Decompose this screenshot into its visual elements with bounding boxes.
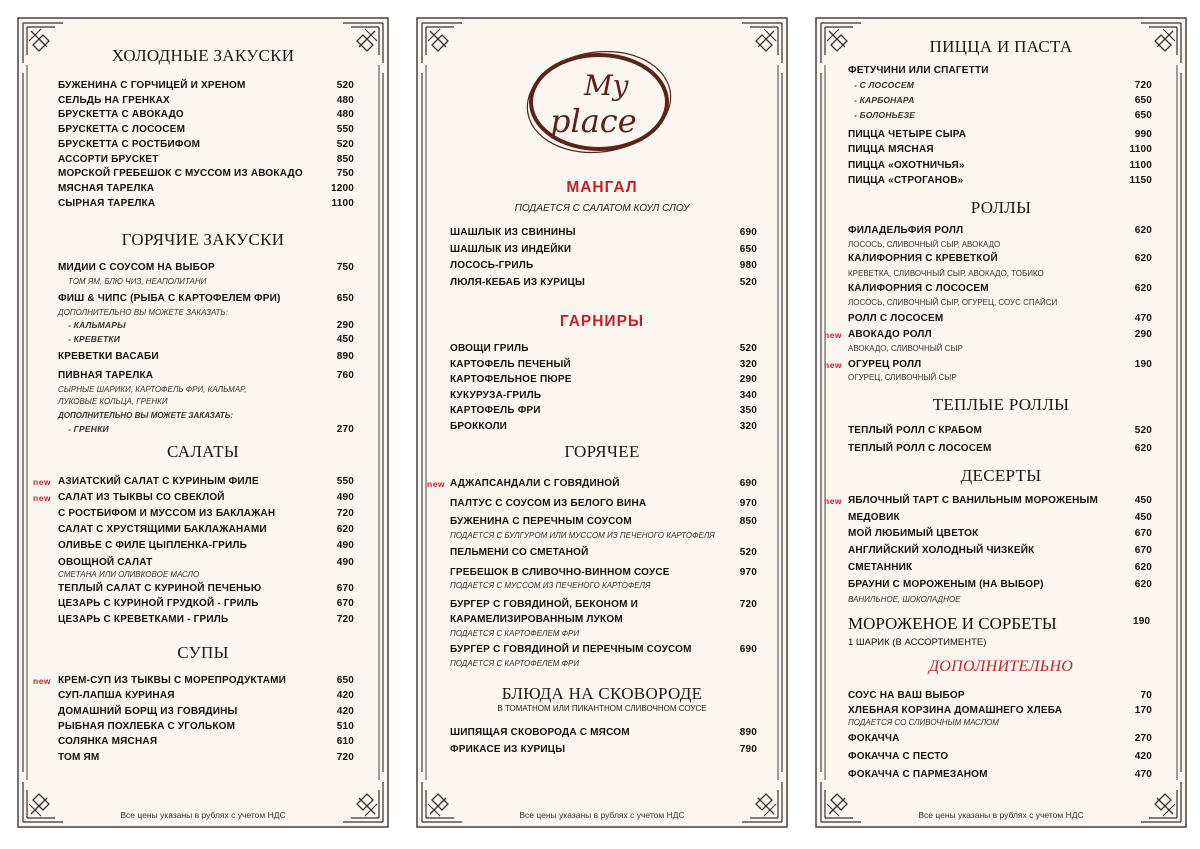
item-note: ПОДАЕТСЯ С КАРТОФЕЛЕМ ФРИ <box>450 629 580 638</box>
section-subtitle: ПОДАЕТСЯ С САЛАТОМ КОУЛ СЛОУ <box>514 203 690 214</box>
footer-note: Все цены указаны в рублях с учетом НДС <box>519 810 685 820</box>
footer-note: Все цены указаны в рублях с учетом НДС <box>120 810 286 820</box>
section-title-cold: ХОЛОДНЫЕ ЗАКУСКИ <box>111 46 295 65</box>
item-note: КРЕВЕТКА, СЛИВОЧНЫЙ СЫР, АВОКАДО, ТОБИКО <box>848 269 1044 278</box>
item-note: ДОПОЛНИТЕЛЬНО ВЫ МОЖЕТЕ ЗАКАЗАТЬ: <box>58 411 234 420</box>
menu-item: ФЕТУЧИНИ ИЛИ СПАГЕТТИ <box>848 65 989 76</box>
new-badge: new <box>824 330 843 340</box>
menu-sub-item: - ГРЕНКИ 270 <box>68 424 354 435</box>
section-title-rolls: РОЛЛЫ <box>970 198 1032 217</box>
section-title-sides: ГАРНИРЫ <box>559 313 645 330</box>
new-badge: new <box>824 360 843 370</box>
footer-note: Все цены указаны в рублях с учетом НДС <box>918 810 1084 820</box>
new-badge: new <box>33 477 52 487</box>
section-title-soups: СУПЫ <box>177 643 229 662</box>
svg-text:My: My <box>584 69 629 102</box>
section-title-icecream: МОРОЖЕНОЕ И СОРБЕТЫ <box>848 614 1057 633</box>
menu-panel-right: ПИЦЦА И ПАСТА ФЕТУЧИНИ ИЛИ СПАГЕТТИ - С ЛОСОСЕМ 720 - КАРБОНАРА 650 - БОЛОНЬЕЗЕ 650 ПИЦЦА ЧЕТЫРЕ СЫРА 990 ПИЦЦА МЯСНАЯ 1100 ПИЦЦА «ОХОТНИЧЬЯ» 1100 ПИЦЦА «СТРОГАНОВ» 1150 РОЛЛЫ ФИЛАДЕЛЬФИЯ РОЛЛ 620 ЛОСОСЬ, СЛИВОЧНЫЙ СЫР, АВОКАДО КАЛИФОРНИЯ С КРЕВЕТКОЙ 620 КРЕВЕТКА, СЛИВОЧНЫЙ СЫР, АВОКАДО, ТОБИКО КАЛИФОРНИЯ С ЛОСОСЕМ 620 ЛОСОСЬ, СЛИВОЧНЫЙ СЫР, ОГУРЕЦ, СОУС СПАЙСИ РОЛЛ С ЛОСОСЕМ 470 new АВОКАДО РОЛЛ 290 АВОКАДО, СЛИВОЧНЫЙ СЫР new ОГУРЕЦ РОЛЛ 190 ОГУРЕЦ, СЛИВОЧНЫЙ СЫР ТЕПЛЫЕ РОЛЛЫ ТЕПЛЫЙ РОЛЛ С КРАБОМ 520 ТЕПЛЫЙ РОЛЛ С ЛОСОСЕМ 620 ДЕСЕРТЫ ЯБЛОЧНЫЙ ТАРТ С ВАНИЛЬНЫМ МОРОЖЕНЫМ 450 new МЕДОВИК 450 МОЙ ЛЮБИМЫЙ ЦВЕТОК 670 АНГЛИЙСКИЙ ХОЛОДНЫЙ ЧИЗКЕЙК 670 СМЕТАННИК 620 БРАУНИ С МОРОЖЕНЫМ (НА ВЫБОР) 620 ВАНИЛЬНОЕ, ШОКОЛАДНОЕ МОРОЖЕНОЕ И СОРБЕТЫ 190 1 ШАРИК (В АССОРТИМЕНТЕ) ДОПОЛНИТЕЛЬНО СОУС НА ВАШ ВЫБОР 70 ХЛЕБНАЯ КОРЗИНА ДОМАШНЕГО ХЛЕБА 170 ПОДАЕТСЯ СО СЛИВОЧНЫМ МАСЛОМ ФОКАЧЧА 270 ФОКАЧЧА С ПЕСТО 420 ФОКАЧЧА С ПАРМЕЗАНОМ 470 Все цены указаны в рублях с учетом НДС <box>815 17 1187 828</box>
section-title-pan-dishes: БЛЮДА НА СКОВОРОДЕ <box>501 684 703 703</box>
item-note: ЛОСОСЬ, СЛИВОЧНЫЙ СЫР, АВОКАДО <box>848 240 1001 249</box>
item-note: ДОПОЛНИТЕЛЬНО ВЫ МОЖЕТЕ ЗАКАЗАТЬ: <box>58 308 228 317</box>
item-note: ТОМ ЯМ, БЛЮ ЧИЗ, НЕАПОЛИТАНИ <box>68 277 207 286</box>
new-badge: new <box>427 479 446 489</box>
svg-text:place: place <box>550 102 637 140</box>
section-title-desserts: ДЕСЕРТЫ <box>960 466 1042 485</box>
section-subtitle: В ТОМАТНОМ ИЛИ ПИКАНТНОМ СЛИВОЧНОМ СОУСЕ <box>497 704 707 713</box>
my-place-logo <box>524 47 674 157</box>
item-note: 1 ШАРИК (В АССОРТИМЕНТЕ) <box>848 637 987 648</box>
menu-panel-left: ХОЛОДНЫЕ ЗАКУСКИ БУЖЕНИНА С ГОРЧИЦЕЙ И ХРЕНОМ 520 СЕЛЬДЬ НА ГРЕНКАХ 480 БРУСКЕТТА С АВОКАДО 480 БРУСКЕТТА С ЛОСОСЕМ 550 БРУСКЕТТА С РОСТБИФОМ 520 АССОРТИ БРУСКЕТ 850 МОРСКОЙ ГРЕБЕШОК С МУССОМ ИЗ АВОКАДО 750 МЯСНАЯ ТАРЕЛКА 1200 СЫРНАЯ ТАРЕЛКА 1100 ГОРЯЧИЕ ЗАКУСКИ МИДИИ С СОУСОМ НА ВЫБОР 750 ТОМ ЯМ, БЛЮ ЧИЗ, НЕАПОЛИТАНИ ФИШ & ЧИПС (РЫБА С КАРТОФЕЛЕМ ФРИ) 650 ДОПОЛНИТЕЛЬНО ВЫ МОЖЕТЕ ЗАКАЗАТЬ: - КАЛЬМАРЫ 290 - КРЕВЕТКИ 450 КРЕВЕТКИ ВАСАБИ 890 ПИВНАЯ ТАРЕЛКА 760 СЫРНЫЕ ШАРИКИ, КАРТОФЕЛЬ ФРИ, КАЛЬМАР, ЛУКОВЫЕ КОЛЬЦА, ГРЕНКИ ДОПОЛНИТЕЛЬНО ВЫ МОЖЕТЕ ЗАКАЗАТЬ: - ГРЕНКИ 270 САЛАТЫ АЗИАТСКИЙ САЛАТ С КУРИНЫМ ФИЛЕ 550 new САЛАТ ИЗ ТЫКВЫ СО СВЕКЛОЙ 490 new С РОСТБИФОМ И МУССОМ ИЗ БАКЛАЖАН 720 САЛАТ С ХРУСТЯЩИМИ БАКЛАЖАНАМИ 620 ОЛИВЬЕ С ФИЛЕ ЦЫПЛЕНКА-ГРИЛЬ 490 ОВОЩНОЙ САЛАТ 490 СМЕТАНА ИЛИ ОЛИВКОВОЕ МАСЛО ТЕПЛЫЙ САЛАТ С КУРИНОЙ ПЕЧЕНЬЮ 670 ЦЕЗАРЬ С КУРИНОЙ ГРУДКОЙ - ГРИЛЬ 670 ЦЕЗАРЬ С КРЕВЕТКАМИ - ГРИЛЬ 720 СУПЫ КРЕМ-СУП ИЗ ТЫКВЫ С МОРЕПРОДУКТАМИ 650 new СУП-ЛАПША КУРИНАЯ 420 ДОМАШНИЙ БОРЩ ИЗ ГОВЯДИНЫ 420 РЫБНАЯ ПОХЛЕБКА С УГОЛЬКОМ 510 СОЛЯНКА МЯСНАЯ 610 ТОМ ЯМ 720 Все цены указаны в рублях с учетом НДС <box>17 17 389 828</box>
section-title-warm-rolls: ТЕПЛЫЕ РОЛЛЫ <box>932 395 1070 414</box>
item-note: ЛОСОСЬ, СЛИВОЧНЫЙ СЫР, ОГУРЕЦ, СОУС СПАЙСИ <box>848 298 1058 307</box>
menu-panel-center: My place МАНГАЛ ПОДАЕТСЯ С САЛАТОМ КОУЛ СЛОУ ШАШЛЫК ИЗ СВИНИНЫ 690 ШАШЛЫК ИЗ ИНДЕЙКИ 650 ЛОСОСЬ-ГРИЛЬ 980 ЛЮЛЯ-КЕБАБ ИЗ КУРИЦЫ 520 ГАРНИРЫ ОВОЩИ ГРИЛЬ 520 КАРТОФЕЛЬ ПЕЧЕНЫЙ 320 КАРТОФЕЛЬНОЕ ПЮРЕ 290 КУКУРУЗА-ГРИЛЬ 340 КАРТОФЕЛЬ ФРИ 350 БРОККОЛИ 320 ГОРЯЧЕЕ АДЖАПСАНДАЛИ С ГОВЯДИНОЙ 690 ПАЛТУС С СОУСОМ ИЗ БЕЛОГО ВИНА 970 БУЖЕНИНА С ПЕРЕЧНЫМ СОУСОМ 850 ПОДАЕТСЯ С БУЛГУРОМ ИЛИ МУССОМ ИЗ ПЕЧЕНОГО КАРТОФЕЛЯ ПЕЛЬМЕНИ СО СМЕТАНОЙ 520 ГРЕБЕШОК В СЛИВОЧНО-ВИННОМ СОУСЕ 970 ПОДАЕТСЯ С МУССОМ ИЗ ПЕЧЕНОГО КАРТОФЕЛЯ БУРГЕР С ГОВЯДИНОЙ, БЕКОНОМ И 720 КАРАМЕЛИЗИРОВАННЫМ ЛУКОМ ПОДАЕТСЯ С КАРТОФЕЛЕМ ФРИ БУРГЕР С ГОВЯДИНОЙ И ПЕРЕЧНЫМ СОУСОМ 690 ПОДАЕТСЯ С КАРТОФЕЛЕМ ФРИ БЛЮДА НА СКОВОРОДЕ В ТОМАТНОМ ИЛИ ПИКАНТНОМ СЛИВОЧНОМ СОУСЕ ШИПЯЩАЯ СКОВОРОДА С МЯСОМ 890 ФРИКАСЕ ИЗ КУРИЦЫ 790 Все цены указаны в рублях с учетом НДС new <box>416 17 788 828</box>
new-badge: new <box>33 493 52 504</box>
item-note: СЫРНЫЕ ШАРИКИ, КАРТОФЕЛЬ ФРИ, КАЛЬМАР, <box>58 385 247 394</box>
item-note: АВОКАДО, СЛИВОЧНЫЙ СЫР <box>848 344 963 353</box>
item-note: ВАНИЛЬНОЕ, ШОКОЛАДНОЕ <box>848 595 961 604</box>
section-title-hot-dishes: ГОРЯЧЕЕ <box>564 442 640 461</box>
section-title-salads: САЛАТЫ <box>166 442 240 461</box>
new-badge: new <box>33 676 52 686</box>
section-title-grill: МАНГАЛ <box>566 179 638 196</box>
item-note: ПОДАЕТСЯ С БУЛГУРОМ ИЛИ МУССОМ ИЗ ПЕЧЕНОГО КАРТОФЕЛЯ <box>450 531 715 540</box>
item-note: ПОДАЕТСЯ СО СЛИВОЧНЫМ МАСЛОМ <box>848 718 999 727</box>
item-note: ПОДАЕТСЯ С МУССОМ ИЗ ПЕЧЕНОГО КАРТОФЕЛЯ <box>450 581 651 590</box>
section-title-extra: ДОПОЛНИТЕЛЬНО <box>928 658 1074 675</box>
section-title-hot-appetizers: ГОРЯЧИЕ ЗАКУСКИ <box>121 230 285 249</box>
menu-sub-item: - КАЛЬМАРЫ 290 <box>68 320 354 331</box>
item-note: СМЕТАНА ИЛИ ОЛИВКОВОЕ МАСЛО <box>58 570 200 579</box>
item-note: ПОДАЕТСЯ С КАРТОФЕЛЕМ ФРИ <box>450 659 580 668</box>
item-note: ЛУКОВЫЕ КОЛЬЦА, ГРЕНКИ <box>58 397 168 406</box>
new-badge: new <box>824 496 843 506</box>
item-note: ОГУРЕЦ, СЛИВОЧНЫЙ СЫР <box>848 373 957 382</box>
item-price: 190 <box>1133 616 1151 627</box>
section-title-pizza-pasta: ПИЦЦА И ПАСТА <box>929 37 1073 56</box>
menu-sub-item: - КРЕВЕТКИ 450 <box>68 334 354 345</box>
